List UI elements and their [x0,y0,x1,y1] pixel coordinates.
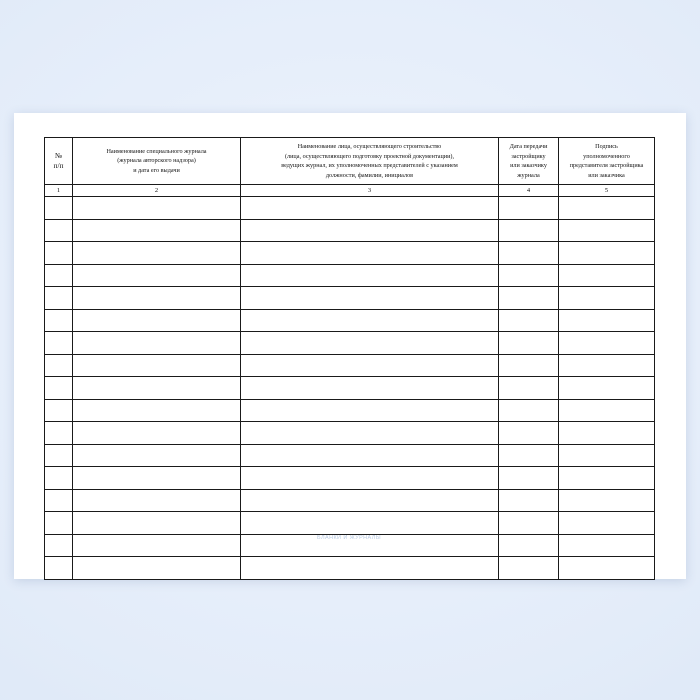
table-cell-empty[interactable] [45,512,73,535]
table-row [45,264,655,287]
table-cell-empty[interactable] [73,399,241,422]
table-cell-empty[interactable] [499,489,559,512]
table-cell-empty[interactable] [559,422,655,445]
table-cell-empty[interactable] [241,422,499,445]
table-body [45,197,655,580]
table-row [45,377,655,400]
table-cell-empty[interactable] [45,399,73,422]
paper-sheet [14,113,686,579]
table-cell-empty[interactable] [499,512,559,535]
table-cell-empty[interactable] [45,287,73,310]
column-header-3 [241,138,499,185]
column-number-row [45,185,655,197]
table-cell-empty[interactable] [73,512,241,535]
table-row [45,242,655,265]
table-row [45,512,655,535]
table-cell-empty[interactable] [241,332,499,355]
column-header-2 [73,138,241,185]
table-cell-empty[interactable] [559,557,655,580]
table-cell-empty[interactable] [241,354,499,377]
table-cell-empty[interactable] [45,219,73,242]
table-cell-empty[interactable] [499,242,559,265]
table-cell-empty[interactable] [559,242,655,265]
table-cell-empty[interactable] [241,309,499,332]
column-header-4-line-2: застройщику [511,152,546,160]
table-row [45,557,655,580]
table-cell-empty[interactable] [45,264,73,287]
column-number-1: 1 [45,185,73,197]
table-cell-empty[interactable] [241,399,499,422]
column-header-4 [499,138,559,185]
column-header-5-line-2: уполномоченного [583,152,630,160]
table-cell-empty[interactable] [45,534,73,557]
table-row [45,309,655,332]
journal-table [44,137,655,580]
table-cell-empty[interactable] [499,534,559,557]
table-cell-empty[interactable] [73,467,241,490]
column-header-5-line-3: представителя застройщика [569,162,644,170]
table-cell-empty[interactable] [499,309,559,332]
column-number-4: 4 [499,185,559,197]
table-cell-empty[interactable] [241,534,499,557]
table-cell-empty[interactable] [73,557,241,580]
table-cell-empty[interactable] [45,354,73,377]
table-cell-empty[interactable] [559,354,655,377]
table-cell-empty[interactable] [45,557,73,580]
column-header-5-line-1: Подпись [595,143,618,150]
table-cell-empty[interactable] [499,287,559,310]
table-cell-empty[interactable] [45,309,73,332]
table-row [45,219,655,242]
table-row [45,444,655,467]
table-cell-empty[interactable] [499,264,559,287]
table-cell-empty[interactable] [499,399,559,422]
column-header-3-line-3: ведущих журнал, их уполномоченных представителей с указанием [281,162,458,170]
table-cell-empty[interactable] [241,219,499,242]
table-cell-empty[interactable] [73,354,241,377]
table-cell-empty[interactable] [559,444,655,467]
column-number-2: 2 [73,185,241,197]
table-cell-empty[interactable] [73,332,241,355]
table-cell-empty[interactable] [241,467,499,490]
table-row [45,422,655,445]
table-cell-empty[interactable] [241,444,499,467]
column-header-3-line-2: (лица, осуществляющего подготовку проектной документации), [284,152,455,160]
column-header-5 [559,138,655,185]
table-cell-empty[interactable] [45,242,73,265]
table-row [45,534,655,557]
table-cell-empty[interactable] [559,264,655,287]
column-header-4-line-3: или заказчику [510,162,547,170]
column-header-3-line-4: должности, фамилии, инициалов [325,171,414,179]
table-cell-empty[interactable] [499,332,559,355]
table-cell-empty[interactable] [45,489,73,512]
column-header-1-line-1: № [54,151,63,161]
table-row [45,399,655,422]
column-number-5: 5 [559,185,655,197]
table-cell-empty[interactable] [73,444,241,467]
table-row [45,197,655,220]
table-cell-empty[interactable] [73,264,241,287]
column-header-4-line-4: журнала [517,171,540,179]
column-header-2-line-1: Наименование специального журнала [106,147,207,155]
table-cell-empty[interactable] [559,489,655,512]
table-cell-empty[interactable] [241,242,499,265]
table-cell-empty[interactable] [45,377,73,400]
column-header-2-line-3: и дата его выдачи [133,167,180,175]
table-cell-empty[interactable] [45,422,73,445]
table-cell-empty[interactable] [559,309,655,332]
table-cell-empty[interactable] [73,422,241,445]
table-cell-empty[interactable] [73,287,241,310]
table-cell-empty[interactable] [73,219,241,242]
table-cell-empty[interactable] [45,332,73,355]
table-row [45,489,655,512]
table-cell-empty[interactable] [499,444,559,467]
table-cell-empty[interactable] [559,287,655,310]
table-cell-empty[interactable] [559,377,655,400]
table-cell-empty[interactable] [241,287,499,310]
table-cell-empty[interactable] [559,467,655,490]
column-header-4-line-1: Дата передачи [509,143,548,150]
column-header-2-line-2: (журнала авторского надзора) [117,157,196,165]
column-number-3: 3 [241,185,499,197]
table-row [45,467,655,490]
table-cell-empty[interactable] [559,512,655,535]
table-cell-empty[interactable] [559,332,655,355]
column-header-1 [45,138,73,185]
table-cell-empty[interactable] [559,399,655,422]
table-cell-empty[interactable] [73,489,241,512]
table-cell-empty[interactable] [73,534,241,557]
table-row [45,354,655,377]
table-cell-empty[interactable] [241,197,499,220]
table-cell-empty[interactable] [499,197,559,220]
table-cell-empty[interactable] [45,467,73,490]
column-header-1-line-2: п/п [53,161,64,171]
table-cell-empty[interactable] [499,467,559,490]
table-cell-empty[interactable] [73,309,241,332]
watermark-text: БЛАНКИ И ЖУРНАЛЫ [316,535,382,541]
table-cell-empty[interactable] [559,197,655,220]
table-cell-empty[interactable] [45,444,73,467]
table-cell-empty[interactable] [499,377,559,400]
table-header-row [45,138,655,185]
table-cell-empty[interactable] [73,197,241,220]
table-cell-empty[interactable] [499,557,559,580]
table-row [45,332,655,355]
column-header-5-line-4: или заказчика [588,171,625,179]
table-cell-empty[interactable] [241,377,499,400]
table-cell-empty[interactable] [499,219,559,242]
table-cell-empty[interactable] [241,264,499,287]
table-cell-empty[interactable] [559,534,655,557]
table-cell-empty[interactable] [241,512,499,535]
column-header-3-line-1: Наименование лица, осуществляющего строительство [297,143,442,150]
table-cell-empty[interactable] [73,377,241,400]
table-row [45,287,655,310]
table-header [45,138,655,197]
table-cell-empty[interactable] [499,354,559,377]
table-cell-empty[interactable] [73,242,241,265]
table-cell-empty[interactable] [45,197,73,220]
table-cell-empty[interactable] [241,557,499,580]
table-cell-empty[interactable] [241,489,499,512]
table-cell-empty[interactable] [559,219,655,242]
sheet-content-area [44,137,654,557]
table-cell-empty[interactable] [499,422,559,445]
